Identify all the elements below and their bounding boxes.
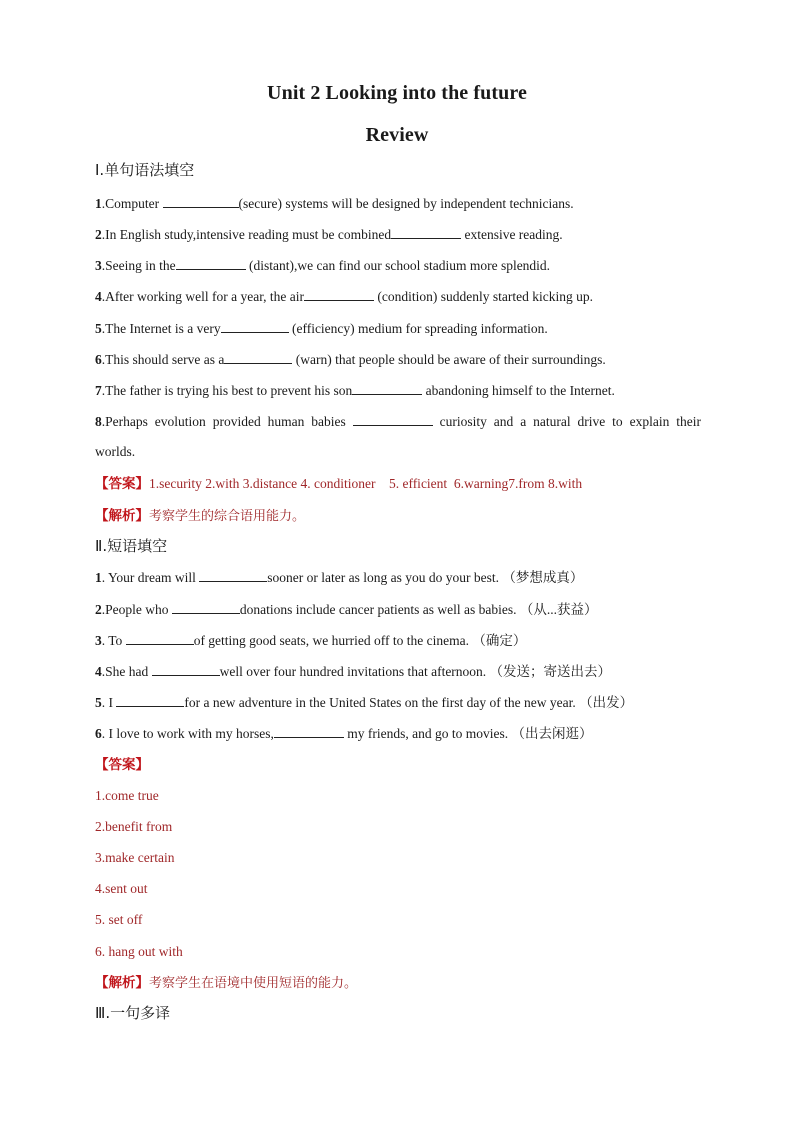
- question-item: 5.The Internet is a very (efficiency) medium for spreading information.: [95, 321, 548, 336]
- analysis-text: 考察学生的综合语用能力。: [149, 509, 306, 524]
- question-item: 3.Seeing in the (distant),we can find our school stadium more splendid.: [95, 258, 551, 273]
- answer-blank[interactable]: [353, 412, 433, 426]
- page-title: Unit 2 Looking into the future: [267, 82, 527, 104]
- analysis-text: 考察学生在语境中使用短语的能力。: [149, 976, 358, 991]
- answer-blank[interactable]: [116, 693, 184, 707]
- answer-item: 1.come true: [95, 788, 159, 803]
- answer-text: 1.security 2.with 3.distance 4. conditioner 5. efficient 6.warning7.from 8.with: [149, 476, 583, 491]
- answer-blank[interactable]: [274, 724, 344, 738]
- section-2-heading: Ⅱ.短语填空: [95, 537, 168, 555]
- analysis-tag: 【解析】: [95, 975, 149, 991]
- analysis-tag: 【解析】: [95, 508, 149, 524]
- answer-blank[interactable]: [224, 350, 292, 364]
- answer-item: 3.make certain: [95, 850, 175, 865]
- section-3-heading: Ⅲ.一句多译: [95, 1004, 171, 1022]
- answer-blank[interactable]: [352, 381, 422, 395]
- answer-blank[interactable]: [199, 568, 267, 582]
- question-item: 6. I love to work with my horses, my friends, and go to movies. （出去闲逛）: [95, 726, 593, 741]
- answer-blank[interactable]: [163, 194, 239, 208]
- section-1-heading: I.单句语法填空: [95, 161, 195, 179]
- question-item: 2.People who donations include cancer patients as well as babies. （从...获益）: [95, 602, 598, 617]
- answer-item: 4.sent out: [95, 881, 148, 896]
- answer-tag: 【答案】: [95, 476, 149, 492]
- answer-tag: 【答案】: [95, 757, 149, 773]
- answer-blank[interactable]: [304, 287, 374, 301]
- answer-blank[interactable]: [172, 600, 240, 614]
- page-subtitle: Review: [365, 124, 429, 146]
- question-item: 2.In English study,intensive reading must be combined extensive reading.: [95, 227, 563, 242]
- question-item: 8.Perhaps evolution provided human babies curiosity and a natural drive to explain their: [95, 414, 701, 429]
- question-item: 5. I for a new adventure in the United States on the first day of the new year. （出发）: [95, 695, 634, 710]
- answer-item: 5. set off: [95, 912, 143, 927]
- question-item: 1.Computer (secure) systems will be designed by independent technicians.: [95, 196, 574, 211]
- question-item-continuation: worlds.: [95, 444, 136, 459]
- analysis-line: [95, 507, 701, 526]
- question-item: 7.The father is trying his best to prevent his son abandoning himself to the Internet.: [95, 383, 615, 398]
- answer-blank[interactable]: [126, 631, 194, 645]
- answer-blank[interactable]: [176, 256, 246, 270]
- analysis-line: [95, 974, 701, 993]
- answer-item: 2.benefit from: [95, 819, 173, 834]
- question-item: 1. Your dream will sooner or later as long as you do your best. （梦想成真）: [95, 570, 584, 585]
- question-item: 4.After working well for a year, the air (condition) suddenly started kicking up.: [95, 289, 593, 304]
- answer-item: 6. hang out with: [95, 944, 183, 959]
- question-item: 4.She had well over four hundred invitations that afternoon. （发送；寄送出去）: [95, 664, 612, 679]
- answer-blank[interactable]: [221, 319, 289, 333]
- answer-line: [95, 475, 701, 493]
- question-item: 6.This should serve as a (warn) that people should be aware of their surroundings.: [95, 352, 606, 367]
- question-item: 3. To of getting good seats, we hurried off to the cinema. （确定）: [95, 633, 527, 648]
- answer-blank[interactable]: [152, 662, 220, 676]
- answer-blank[interactable]: [391, 225, 461, 239]
